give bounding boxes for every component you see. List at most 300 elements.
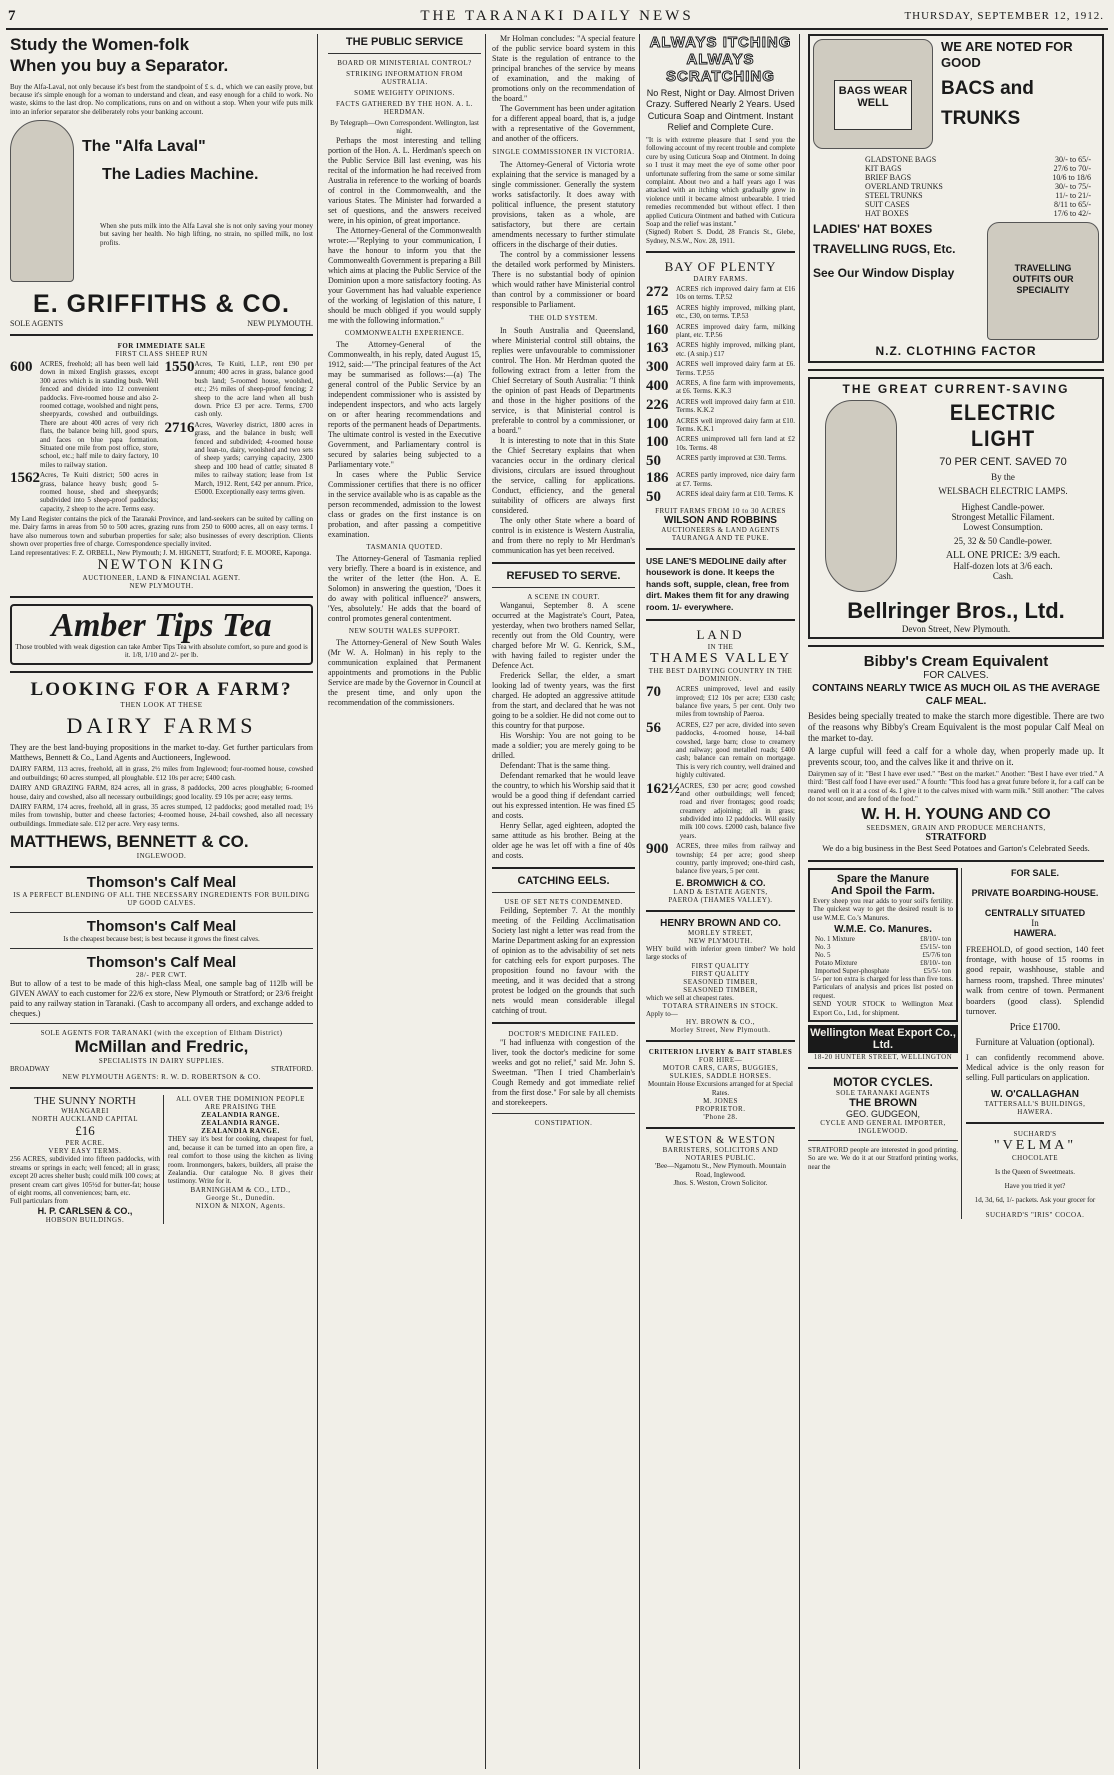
listing-acres: 186 [646, 470, 669, 487]
listing-row [646, 454, 795, 469]
land-label: LAND [696, 627, 745, 643]
separator-headline-2: When you buy a Separator. [10, 56, 229, 76]
article-para-4: In cases where the Public Service Commissioner certifies that there is no officer in the service available who is as capable as the person recommended, admission to the lowest class or grades on the first instance is on probation, and after passing a competitive examination. [328, 469, 481, 539]
calf-meal-desc-2: Is the cheapest because best; is best because it grows the finest calves. [63, 935, 260, 944]
listing-2716: 2716 Acres, Waverley district, 1800 acres in grass, and the balance in bush; well fenced and subdivided; 4-roomed house and lean-to, dairy, woolshed and two sets of sheep yards; carrying capacity, 2300 sheep and 100 head of cattle; situated 8 miles to railway station; lease from 1st March, 1912. Rent, £42 per annum. Price, £5000. Exceptionally easy terms given. [164, 419, 313, 496]
doctor-medicine-title: DOCTOR'S MEDICINE FAILED. [508, 1030, 619, 1038]
calf-meal-offer: But to allow of a test to be made of this high-class Meal, one sample bag of 112lb will be GIVEN AWAY to each customer for 22/6 ex store, New Plymouth or Stratford; or 23/6 freight paid to any railway station in Taranaki. (Cash to accompany all orders, and exchange added to cheques.) [10, 979, 313, 1018]
travelling-rugs: TRAVELLING RUGS, Etc. [813, 242, 956, 256]
seasoned-timber-1: SEASONED TIMBER, [683, 977, 758, 986]
phone-28: 'Phone 28. [703, 1113, 738, 1122]
bellringer-firm: Bellringer Bros., Ltd. [847, 598, 1065, 623]
feature-1: Highest Candle-power. [961, 502, 1045, 512]
welsbach-lamps: WELSBACH ELECTRIC LAMPS. [938, 486, 1068, 496]
land-register-text: My Land Register contains the pick of the Taranaki Province, and land-seekers can be suited by calling on me. Dairy farms in areas from 50 to 500 acres, grazing runs from 250 to 6000 acres, all on easy terms. I have also numerous town and suburban properties for sale; also businesses of every description. Clients shown over properties free of charge. Correspondence specially invited. [10, 515, 313, 549]
dairy-farm-item-2: DAIRY AND GRAZING FARM, 824 acres, all in grass, 8 paddocks, 200 acres ploughable; 6-roomed house, dairy and cowshed, also all necessary outbuildings; good locality. £9 10s per acre; easy terms. [10, 784, 313, 801]
tattersalls: TATTERSALL'S BUILDINGS, HAWERA. [984, 1099, 1086, 1116]
bags-wear-well-label: BAGS WEAR WELL [838, 85, 908, 110]
land-representatives: Land representatives: F. Z. ORBELL, New Plymouth; J. M. HIGNETT, Stratford; F. E. MOORE, Kaponga. [10, 548, 312, 557]
spare-manure: Spare the Manure [836, 872, 930, 885]
deck-2: STRIKING INFORMATION FROM AUSTRALIA. [346, 70, 463, 86]
refused-para-4: Defendant: That is the same thing. [500, 761, 611, 770]
wilson-robbins-role: AUCTIONEERS & LAND AGENTS [661, 525, 780, 534]
appeal-board-para: The Government has been under agitation for a different appeal board, that is, a judge with a representative of the Government, and another of the officers. [492, 104, 635, 143]
timber-ad [646, 918, 795, 1035]
plenty-listings [646, 285, 795, 505]
price-row [863, 164, 1093, 173]
listing-acres: 400 [646, 377, 669, 394]
wilson-robbins-firm: WILSON AND ROBBINS [664, 514, 777, 526]
the-brown: THE BROWN [849, 1096, 917, 1109]
see-window-display: See Our Window Display [813, 266, 955, 280]
calf-meal-title-3: Thomson's Calf Meal [86, 954, 237, 972]
item-name: BRIEF BAGS [865, 173, 912, 182]
weston-address: 'Bee—Ngamotu St., New Plymouth. Mountain Road, Inglewood. [655, 1162, 786, 1179]
in-the-label: IN THE [707, 643, 734, 652]
newton-king-name: NEWTON KING [97, 557, 226, 574]
refused-to-serve-title: REFUSED TO SERVE. [506, 570, 621, 582]
listing-text: ACRES partly improved at £30. Terms. [676, 454, 787, 463]
price-row [813, 959, 953, 967]
listing-acres: 50 [646, 488, 661, 505]
calf-meal-price: 28/- PER CWT. [136, 971, 187, 980]
velma-name: "VELMA" [993, 1137, 1077, 1153]
price-row [813, 935, 953, 943]
suchards-label: SUCHARD'S [1013, 1129, 1057, 1138]
sole-agents-taranaki: SOLE AGENTS FOR TARANAKI (with the exception of Eltham District) [40, 1029, 283, 1038]
dairy-farms-ad [10, 679, 313, 860]
bibby-ad [808, 653, 1104, 854]
listing-row [646, 285, 795, 302]
zealandia-text: THEY say it's best for cooking, cheapest for fuel, and, because it can be turned into an open fire, a real comfort to those using the kitchen as living room. Ironmongers, bakers, builders, all praise the Zealandia. Our catalogue No. 8 gives their testimony. Write for it. [168, 1135, 313, 1186]
item-price: £5/7/6 ton [922, 950, 951, 959]
holman-para: Mr Holman concludes: "A special feature of the public service board system in this State is the regulation of entrance to the principal branches of the service by means of examination, and the making of promotions only on the recommendation of the board." [492, 34, 635, 103]
old-system-para-1: In South Australia and Queensland, where Ministerial control still obtains, the replies were unfavourable to commissioner control. The Hon. Mr Herdman quoted the following extract from a letter from the Chief Secretary of South Australia: "I think the opinion of past Heads of Departments and those in the higher positions of the service, is that Ministerial control is preferable to control by a commissioner, or a board." [492, 326, 635, 435]
sheep-run-subheading: FIRST CLASS SHEEP RUN [115, 350, 208, 359]
bibby-claim: CONTAINS NEARLY TWICE AS MUCH OIL AS THE AVERAGE CALF MEAL. [812, 683, 1100, 707]
set-nets-deck: USE OF SET NETS CONDEMNED. [504, 898, 623, 906]
velma-ad [966, 1130, 1104, 1219]
listing-text: ACRES unimproved tall fern land at £2 10s. Terms. 48 [676, 435, 795, 452]
item-name: STEEL TRUNKS [865, 191, 923, 200]
subhead-nsw: NEW SOUTH WALES SUPPORT. [348, 626, 461, 635]
listing-row [646, 398, 795, 415]
thames-valley-sub: THE BEST DAIRYING COUNTRY IN THE DOMINION. [648, 667, 793, 684]
refused-para-5: Defendant remarked that he would leave the country, to which his Worship said that it would be a good thing if defendant carried out his expressed intention. He was fined £5 and costs. [492, 771, 635, 820]
weston-ad [646, 1135, 795, 1187]
separator-body: Buy the Alfa-Laval, not only because it's best from the standpoint of £ s. d., which we can easily prove, but because it's simple enough for a woman to understand and clean, and easy enough for a child to work. No waste, skims to the last drop. No complications, runs on and on without a stop. When your wife puts milk into an inferior separator she deliberately robs your banking account. [10, 82, 313, 116]
listing-acres: 226 [646, 396, 669, 413]
bay-of-plenty-ad [646, 259, 795, 542]
listing-row [646, 842, 795, 876]
ladies-hat-boxes: LADIES' HAT BOXES [813, 222, 933, 236]
young-town: STRATFORD [925, 832, 987, 844]
bromwich-firm: E. BROMWICH & CO. [675, 877, 766, 888]
listing-text: ACRES, three miles from railway and township; £4 per acre; good sheep country, partly improved; one-third cash, balance five years, 5 per cent. [676, 842, 795, 876]
listing-acres: 100 [646, 434, 669, 451]
bay-of-plenty-sub: DAIRY FARMS. [693, 275, 748, 284]
mcmillan-fredric-firm: McMillan and Fredric, [74, 1037, 249, 1057]
boarding-text: FREEHOLD, of good section, 140 feet frontage, with house of 15 rooms in good repair, washhouse, stable and harness room, trapshed. Three minutes' walk from centre of town. Permanent boarders (good class). Splendid turnover. [966, 943, 1104, 1016]
listing-text: ACRES partly improved, nice dairy farm at £7. Terms. [676, 471, 795, 488]
particulars-from: Full particulars from [10, 1197, 68, 1206]
sunny-price: £16 [75, 1123, 95, 1139]
wme-manures: W.M.E. Co. Manures. [834, 923, 932, 935]
bibby-quotes: Dairymen say of it: "Best I have ever used." "Best on the market." Another: "Best I have ever tried." A third: "Best calf food I have ever used." A fourth: "This food has a great future before it, for a calf can be reared well on it at a cost of 4s. I give it to the calves mixed with warm milk." Still another: "The calves do not scour, and are fond of the food." [808, 769, 1104, 804]
barningham-firm: BARNINGHAM & CO., LTD., [190, 1185, 291, 1194]
item-price: £8/10/- ton [920, 958, 951, 967]
manure-ad [808, 868, 958, 1022]
criterion-title: CRITERION LIVERY & BAIT STABLES [648, 1048, 793, 1057]
scene-in-court-deck: A SCENE IN COURT. [527, 593, 600, 601]
column-1 [6, 34, 318, 1769]
chocolate-label: CHOCOLATE [1011, 1153, 1059, 1162]
electric-light-title: ELECTRIC LIGHT [949, 400, 1057, 451]
cuticura-body: "It is with extreme pleasure that I send you the following account of my recent trouble and complete cure by using Cuticura Soap and Ointment. In doing so I trust it may meet the eye of some other poor unfortunate suffering from the same or some similar complaint. About two and a half years ago I was attacked with an itching which gradually grew in violence until it became almost unbearable. I tried remedies recommended but without effect. I then applied Cuticura Ointment and bathed with Cuticura Soap and the relief was instant." [646, 136, 795, 228]
price-row [813, 951, 953, 959]
listing-acres: 100 [646, 415, 669, 432]
hire-items: MOTOR CARS, CARS, BUGGIES, SULKIES, SADDLE HORSES. [662, 1064, 779, 1081]
listing-acres: 300 [646, 359, 669, 376]
manure-price-table [813, 935, 953, 975]
hunter-street: 18-20 HUNTER STREET, WELLINGTON [813, 1052, 953, 1061]
queen-sweetmeats: Is the Queen of Sweetmeats. [995, 1167, 1075, 1176]
item-price: 8/11 to 65/- [1053, 200, 1091, 209]
masthead [6, 8, 1108, 30]
bag-illustration [813, 39, 933, 149]
calf-meal-title-1: Thomson's Calf Meal [86, 874, 237, 892]
column-4 [642, 34, 800, 1769]
hawera-town: HAWERA. [1013, 927, 1057, 938]
henry-brown-firm: HENRY BROWN AND CO. [660, 917, 781, 929]
listing-acres: 50 [646, 453, 661, 470]
sunny-text: 256 ACRES, subdivided into fifteen paddocks, with streams or springs in each; well fenced; all in grass; except 20 acres shelter bush; could milk 100 cows; at present cream cart gives 105½d for butter-fat; house of eight rooms, all conveniences; barn, etc. [10, 1155, 160, 1198]
weston-role: BARRISTERS, SOLICITORS AND NOTARIES PUBLIC. [662, 1146, 779, 1163]
cuticura-lead: No Rest, Night or Day. Almost Driven Crazy. Suffered Nearly 2 Years. Used Cuticura Soap and Ointment. Instant Relief and Complete Cure. [646, 88, 795, 132]
deck-1: BOARD OR MINISTERIAL CONTROL? [337, 59, 472, 67]
ladies-machine-title: The Ladies Machine. [102, 166, 259, 184]
trunk-label: TRAVELLING OUTFITS OUR SPECIALITY [1012, 263, 1074, 295]
calf-meal-ad [10, 874, 313, 1081]
board-recommend: I can confidently recommend above. Medical advice is the only reason for selling. Full particulars on application. [966, 1053, 1104, 1082]
item-price: £5/15/- ton [920, 942, 951, 951]
seasoned-timber-2: SEASONED TIMBER, [683, 985, 758, 994]
separator-headline-1: Study the Women-folk [10, 35, 190, 54]
morley-street: MORLEY STREET, [688, 928, 753, 937]
price-row [813, 943, 953, 951]
article-para-3: The Attorney-General of the Commonwealth, in his reply, dated August 15, 1912, said:—"The principal features of the Act may be summarised as follows:—(a) The general control of the Public Service by an independent commissioner who is assisted by independent inspectors, and who acts largely on or after hearing recommendations and reports of the permanent heads of Departments. The ultimate control is vested in the Executive Government, and Parliamentary control is secured by salaries being subjected to a Parliamentary vote." [328, 339, 481, 469]
paeroa-label: PAEROA (THAMES VALLEY). [668, 895, 773, 904]
listing-acres: 165 [646, 302, 669, 319]
trunks-label: TRUNKS [941, 108, 1021, 130]
item-name: Imported Super-phosphate [815, 966, 890, 975]
amber-tips-logo: Amber Tips Tea [51, 607, 272, 645]
stratford-label: STRATFORD. [271, 1065, 313, 1074]
article-para-2: The Attorney-General of the Commonwealth wrote:—"Replying to your communication, I have the honour to inform you that the Commonwealth Government is preparing a Bill which aims at placing the Public Service of the Dominion upon a more satisfactory footing. As your Government has had valuable experience of the working of legislation of this nature, I should be much obliged if you would supply me with the following information." [328, 225, 481, 325]
item-name: HAT BOXES [865, 209, 909, 218]
column-2 [324, 34, 486, 1769]
listing-row [646, 490, 795, 505]
always-itching-title: ALWAYS ITCHING [649, 34, 792, 51]
listing-acres: 70 [646, 684, 661, 701]
electric-lamp-illustration [825, 400, 897, 592]
per-acre-label: PER ACRE. [65, 1139, 105, 1148]
issue-date: THURSDAY, SEPTEMBER 12, 1912. [904, 10, 1104, 22]
price-row [863, 155, 1093, 164]
bags-and: BACS and [941, 78, 1034, 100]
old-system-para-2: It is interesting to note that in this State the Chief Secretary explains that when vacancies occur in the ordinary clerical divisions, circulars are issued throughout the service, calling for applications. Conduct, efficiency, and the general suitability of officers are always first considered. [492, 436, 635, 515]
catching-eels-title: CATCHING EELS. [517, 875, 610, 887]
current-saving-title: THE GREAT CURRENT-SAVING [842, 382, 1070, 396]
wellington-meat-firm: Wellington Meat Export Co., Ltd. [810, 1026, 956, 1051]
listing-row [646, 341, 795, 358]
item-name: OVERLAND TRUNKS [865, 182, 943, 191]
alfa-laval-title: The "Alfa Laval" [82, 138, 206, 156]
half-dozen: Half-dozen lots at 3/6 each. [953, 561, 1053, 571]
listing-row [646, 721, 795, 780]
one-price: ALL ONE PRICE: 3/9 each. [945, 550, 1061, 561]
iris-cocoa: SUCHARD'S "IRIS" COCOA. [985, 1210, 1085, 1219]
item-name: GLADSTONE BAGS [865, 155, 937, 164]
price-row [813, 967, 953, 975]
m-jones: M. JONES [703, 1097, 738, 1106]
tauranga-label: TAURANGA AND TE PUKE. [671, 533, 770, 542]
subhead-tasmania: TASMANIA QUOTED. [366, 542, 443, 551]
newton-king-town: NEW PLYMOUTH. [129, 582, 194, 591]
manure-intro: Every sheep you rear adds to your soil's fertility. The quickest way to get the desired result is to use W.M.E. Co.'s Manures. [813, 896, 953, 922]
cuticura-signature: (Signed) Robert S. Dodd, 28 Francis St., Glebe, Sydney, N.S.W., Nov. 28, 1911. [646, 228, 795, 245]
bags-price-table [863, 155, 1093, 218]
dairy-supplies-specialists: SPECIALISTS IN DAIRY SUPPLIES. [98, 1057, 225, 1066]
ocallaghan-name: W. O'CALLAGHAN [991, 1088, 1079, 1100]
motor-cycles-title: MOTOR CYCLES. [833, 1074, 933, 1089]
candle-sizes: 25, 32 & 50 Candle-power. [954, 536, 1052, 546]
price-row [863, 182, 1093, 191]
zealandia-ad [168, 1095, 313, 1223]
weston-crown: Jhos. S. Weston, Crown Solicitor. [673, 1178, 768, 1187]
item-price: 27/6 to 70/- [1053, 164, 1091, 173]
price-row [863, 209, 1093, 218]
fruit-farms-label: FRUIT FARMS FROM 10 to 30 ACRES [655, 506, 786, 515]
for-hire: FOR HIRE— [698, 1056, 743, 1065]
listing-row [646, 417, 795, 434]
why-build: WHY build with inferior green timber? We hold large stocks of [646, 944, 795, 962]
refused-para-6: Henry Sellar, aged eighteen, adopted the same attitude as his brother. Being at the older age he was let off with a fine of 40s and costs. [492, 821, 635, 860]
calf-meal-title-2: Thomson's Calf Meal [86, 918, 237, 936]
bibby-para-1: Besides being specially treated to make the starch more digestible. There are two of the reasons why Bibby's Cream Equivalent is the most popular Calf Meal on the market to-day. [808, 711, 1104, 743]
nixon-agents: NIXON & NIXON, Agents. [195, 1201, 286, 1210]
centrally-situated: CENTRALLY SITUATED [984, 907, 1086, 918]
apply-to: Apply to— [646, 1010, 678, 1018]
sole-agents-label: SOLE AGENTS [10, 319, 64, 329]
listing-text: ACRES well improved dairy farm at £6. Terms. T.P.55 [676, 360, 795, 377]
refused-para-3: His Worship: You are not going to be made a soldier; you are merely going to be drilled. [492, 731, 635, 760]
deck-4: FACTS GATHERED BY THE HON. A. L. HERDMAN. [335, 100, 473, 116]
devon-street: Devon Street, New Plymouth. [901, 624, 1011, 634]
bay-of-plenty-title: BAY OF PLENTY [664, 259, 777, 275]
cuticura-ad [646, 34, 795, 245]
always-scratching-title: ALWAYS SCRATCHING [666, 51, 775, 85]
woman-with-separator-illustration [10, 120, 74, 282]
listing-acres: 163 [646, 340, 669, 357]
weston-firm: WESTON & WESTON [665, 1135, 776, 1147]
item-name: Potato Mixture [815, 958, 858, 967]
amber-tips-ad [10, 604, 313, 665]
listing-text: ACRES unimproved, level and easily improved; £12 10s per acre; £330 cash; balance five years, 5 per cent. Only two miles from township of Paeroa. [676, 685, 795, 719]
griffiths-firm: E. GRIFFITHS & CO. [33, 290, 290, 319]
listing-row [646, 782, 795, 841]
new-plymouth-town: NEW PLYMOUTH. [688, 936, 753, 945]
item-name: No. 1 Mixture [815, 934, 855, 943]
sheep-run-ad [10, 342, 313, 590]
furniture-valuation: Furniture at Valuation (optional). [975, 1037, 1095, 1048]
old-system-subhead: THE OLD SYSTEM. [529, 314, 598, 322]
listing-acres: 900 [646, 841, 669, 858]
old-system-para-3: The only other State where a board of control is in existence is Western Australia, and from there no reply to Mr Herdman's communication has yet been received. [492, 516, 635, 555]
item-name: SUIT CASES [865, 200, 910, 209]
article-para-6: The Attorney-General of New South Wales (Mr W. A. Holman) in his reply to the communication explained that Permanent appointments and promotions in the Public Service are made by the Governor in Council at the present time, and only upon the recommendation of the commissioners. [328, 637, 481, 707]
item-price: 30/- to 75/- [1055, 182, 1091, 191]
seed-potatoes: We do a big business in the Best Seed Potatoes and Garton's Celebrated Seeds. [822, 843, 1090, 854]
hy-brown-address: Morley Street, New Plymouth. [670, 1026, 771, 1035]
item-name: KIT BAGS [865, 164, 902, 173]
dairy-farm-item-3: DAIRY FARM, 174 acres, freehold, all in grass, 35 acres stumped, 12 paddocks; good metalled road; 1½ miles from township, butter and cheese factories; 4-roomed house, 24-bail cowshed, also all necessary outbuildings. Immediate sale. £12 per acre. Very easy terms. [10, 802, 313, 828]
velma-prices: 1d, 3d, 6d, 1/- packets. Ask your grocer for [974, 1196, 1096, 1205]
immediate-sale-heading: FOR IMMEDIATE SALE [117, 342, 206, 351]
noted-for-good: WE ARE NOTED FOR GOOD [941, 39, 1073, 70]
geo-gudgeon: GEO. GUDGEON, [845, 1108, 920, 1119]
bromwich-role: LAND & ESTATE AGENTS, [673, 887, 768, 896]
victoria-para-2: The control by a commissioner lessens the detailed work performed by Ministers. There is no substantial body of opinion which would rather have Ministerial control than control by a commissioner or board responsible to Parliament. [492, 250, 635, 309]
stratford-printing: STRATFORD people are interested in good printing. So are we. We do it at our Stratford printing works, near the [808, 1145, 958, 1171]
spoil-farm: And Spoil the Farm. [831, 884, 935, 897]
sole-taranaki-agents: SOLE TARANAKI AGENTS [835, 1088, 931, 1097]
listing-row [646, 435, 795, 452]
bibby-title: Bibby's Cream Equivalent [863, 653, 1049, 670]
inglewood-label: INGLEWOOD. [136, 852, 187, 861]
looking-for-farm-headline: LOOKING FOR A FARM? [30, 678, 293, 700]
then-look-label: THEN LOOK AT THESE [120, 700, 203, 709]
tried-it: Have you tried it yet? [1004, 1181, 1066, 1190]
totara-strainers: TOTARA STRAINERS IN STOCK. [662, 1002, 779, 1010]
for-calves: FOR CALVES. [923, 670, 989, 681]
trunk-illustration [987, 222, 1099, 340]
listing-text: ACRES, £30 per acre; good cowshed and other outbuildings; well fenced; road and river frontages; good roads; creamery adjoining; all in grass; subdivided into 12 paddocks. Will easily milk 100 cows. £2000 cash, balance five years. [679, 781, 795, 840]
manure-note: 5/- per ton extra is charged for less than five tons. Particulars of analysis and prices list posted on request. [813, 974, 953, 1000]
deck-3: SOME WEIGHTY OPINIONS. [354, 89, 455, 97]
refused-para-1: Wanganui, September 8. A scene occurred at the Magistrate's Court, Patea, yesterday, when two brothers named Sellar, recently out from the Old Country, were charged before Mr W. G. Kenrick, S.M., with having failed to register under the Defence Act. [492, 601, 635, 670]
easy-terms-label: VERY EASY TERMS. [48, 1147, 122, 1156]
zealandia-item-3: ZEALANDIA RANGE. [201, 1127, 280, 1136]
item-price: 17/6 to 42/- [1053, 209, 1091, 218]
sunny-north-title: THE SUNNY NORTH [34, 1095, 136, 1108]
separator-ad [10, 34, 313, 328]
by-the-label: By the [991, 472, 1015, 482]
hy-brown: HY. BROWN & CO., [686, 1018, 755, 1027]
refused-para-2: Frederick Sellar, the elder, a smart looking lad of twenty years, was the first charged. He adopted an aggressive attitude from the start, and declared that he was not going to be a soldier. He did not come out to this country for that purpose. [492, 671, 635, 730]
listing-text: ACRES highly improved, milking plant, etc., £30, on terms. T.P.53 [676, 303, 795, 321]
bags-trunks-ad [808, 34, 1104, 363]
dairy-farms-title: DAIRY FARMS [66, 712, 257, 738]
thames-listings [646, 685, 795, 876]
listing-acres: 160 [646, 321, 669, 338]
listing-text: ACRES rich improved dairy farm at £16 10s on terms. T.P.52 [676, 285, 795, 302]
item-price: £5/5/- ton [923, 966, 951, 975]
first-quality-2: FIRST QUALITY [691, 969, 750, 978]
zealandia-item-2: ZEALANDIA RANGE. [201, 1119, 280, 1128]
item-price: 10/6 to 18/6 [1052, 173, 1091, 182]
medoline-ad: USE LANE'S MEDOLINE daily after housework is done. It keeps the hands soft, supple, clean, free from dirt. Makes them fit for any drawing room. 1/- everywhere. [646, 555, 790, 612]
listing-1562: 1562 Acres, Te Kuiti district; 500 acres in grass, balance heavy bush; good 5-roomed house, shed and sheepyards; subdivided into 5 sheep-proof paddocks; capacity, 2 sheep to the acre. Terms easy. [10, 470, 159, 513]
carlsen-firm: H. P. CARLSEN & CO., [37, 1205, 133, 1216]
item-name: No. 5 [815, 950, 831, 959]
price-row [863, 173, 1093, 182]
calf-meal-desc-1: IS A PERFECT BLENDING OF ALL THE NECESSARY INGREDIENTS FOR BUILDING UP GOOD CALVES. [13, 891, 310, 908]
feature-2: Strongest Metallic Filament. [951, 512, 1055, 522]
newton-king-role: AUCTIONEER, LAND & FINANCIAL AGENT. [82, 574, 241, 583]
victoria-para-1: The Attorney-General of Victoria wrote explaining that the service is managed by a single commissioner. Generally the system works satisfactorily. It does away with political influence, the present statutory provisions, taken as a whole, are satisfactory, but there are certain amendments necessary to further stimulate officers in the discharge of their duties. [492, 160, 635, 249]
dairy-farm-item-1: DAIRY FARM, 113 acres, freehold, all in grass, 2½ miles from Inglewood; four-roomed house, cowshed and outbuildings; 60 acres stumped, all ploughable. £12 10s per acre; £400 cash. [10, 765, 313, 782]
send-stock: SEND YOUR STOCK to Wellington Meat Export Co., Ltd., for shipment. [813, 1000, 953, 1017]
listing-text: ACRES well improved dairy farm at £10. Terms. K.K.2 [676, 397, 795, 415]
north-auckland-label: NORTH AUCKLAND CAPITAL [31, 1115, 139, 1124]
nz-clothing-factor: N.Z. CLOTHING FACTOR [875, 344, 1037, 358]
eels-para: Feilding, September 7. At the monthly meeting of the Feilding Acclimatisation Society last night a letter was read from the Marine Department asking for an expression of opinion as to the advisability of set nets for catching eels for export purposes. The proposition found no favour with the meeting, and it was decided that a strong protest be lodged on the grounds that such nets would mean considerable illegal catching of trout. [492, 906, 635, 1015]
young-firm: W. H. H. YOUNG AND CO [861, 806, 1051, 824]
dairy-farms-intro: They are the best land-buying propositions in the market to-day. Get further particulars from Matthews, Bennett & Co., Land Agents and Auctioneers, Inglewood. [10, 742, 313, 762]
listing-acres: 272 [646, 284, 669, 301]
listing-row [646, 379, 795, 396]
separator-caption: When she puts milk into the Alfa Laval she is not only saving your money but saving her health. No high lifting, no strain, no spilled milk, no lost profits. [100, 222, 313, 247]
listing-text: ACRES well improved dairy farm at £10. Terms. K.K.1 [676, 416, 795, 433]
listing-row [646, 360, 795, 377]
first-quality-1: FIRST QUALITY [691, 961, 750, 970]
listing-1550: 1550 Acres, Te Kuiti, L.I.P., rent £90 per annum; 400 acres in grass, balance good bush land; 5-roomed house, woolshed, etc.; 2½ miles of sheep-proof fencing; 2 sheep to the acre land when all bush down. Price £3 per acre. Terms, £700 cash only. [164, 359, 313, 419]
proprietor: PROPRIETOR. [695, 1105, 746, 1114]
sunny-north-ad [10, 1095, 164, 1223]
item-price: £8/10/- ton [920, 934, 951, 943]
listing-row [646, 685, 795, 719]
young-role: SEEDSMEN, GRAIN AND PRODUCE MERCHANTS, [866, 824, 1046, 833]
listing-text: ACRES ideal dairy farm at £10. Terms. K [676, 489, 794, 498]
cheapest-rates: which we sell at cheapest rates. [646, 993, 734, 1002]
subhead-commonwealth: COMMONWEALTH EXPERIENCE. [344, 328, 465, 337]
item-name: No. 3 [815, 942, 831, 951]
electric-light-ad [808, 377, 1104, 639]
listing-row [646, 471, 795, 488]
victoria-subhead: SINGLE COMMISSIONER IN VICTORIA. [492, 148, 635, 156]
listing-acres: 162½ [646, 780, 680, 797]
price-row [863, 191, 1093, 200]
np-agents: NEW PLYMOUTH AGENTS: R. W. D. ROBERTSON & CO. [62, 1073, 261, 1082]
listing-text: ACRES, £27 per acre, divided into seven paddocks, 4-roomed house, 14-bail cowshed, large barn; close to creamery and railway; good metalled roads; £400 cash; balance can remain on mortgage. This is very rich country, well drained and highly cultivated. [676, 720, 795, 780]
in-label: In [1031, 917, 1039, 928]
listing-row [646, 323, 795, 340]
item-price: 11/- to 21/- [1055, 191, 1091, 200]
listing-text: ACRES improved dairy farm, milking plant, etc. T.P.56 [676, 322, 795, 340]
mountain-excursions: Mountain House Excursions arranged for at Special Rates. [647, 1080, 793, 1097]
feature-3: Lowest Consumption. [963, 522, 1043, 532]
new-plymouth-label: NEW PLYMOUTH. [247, 319, 313, 329]
board-for-sale: FOR SALE. [1010, 867, 1059, 878]
doctor-medicine-text: "I had influenza with congestion of the liver, took the doctor's medicine for some weeks and got no relief," said Mr. John S. Sweetman. "Then I tried Chamberlain's Cough Remedy and got immediate relief from the first dose." For sale by all chemists and storekeepers. [492, 1038, 635, 1107]
cash-label: Cash. [992, 571, 1014, 581]
newspaper-title: THE TARANAKI DAILY NEWS [420, 8, 694, 24]
constipation-title: CONSTIPATION. [534, 1119, 593, 1127]
listing-600: 600 ACRES, freehold; all has been well laid down in mixed English grasses, except 300 acres which is in standing bush. Well fenced and divided into 12 convenient paddocks. Five-roomed house and also 2-roomed cottage, woolshed and night pens, sheepyards, cowshed and outbuildings. There are about 400 acres of very rich flats, the balance being hill, good spurs, and faces on blue papa formation. Situated one mile from post office, store, school, etc.; half mile to dairy factory, 10 miles to railway station. [10, 359, 159, 469]
thames-valley-title: THAMES VALLEY [650, 651, 791, 667]
listing-text: ACRES, A fine farm with improvements, at £6. Terms. K.K.3 [676, 378, 795, 396]
